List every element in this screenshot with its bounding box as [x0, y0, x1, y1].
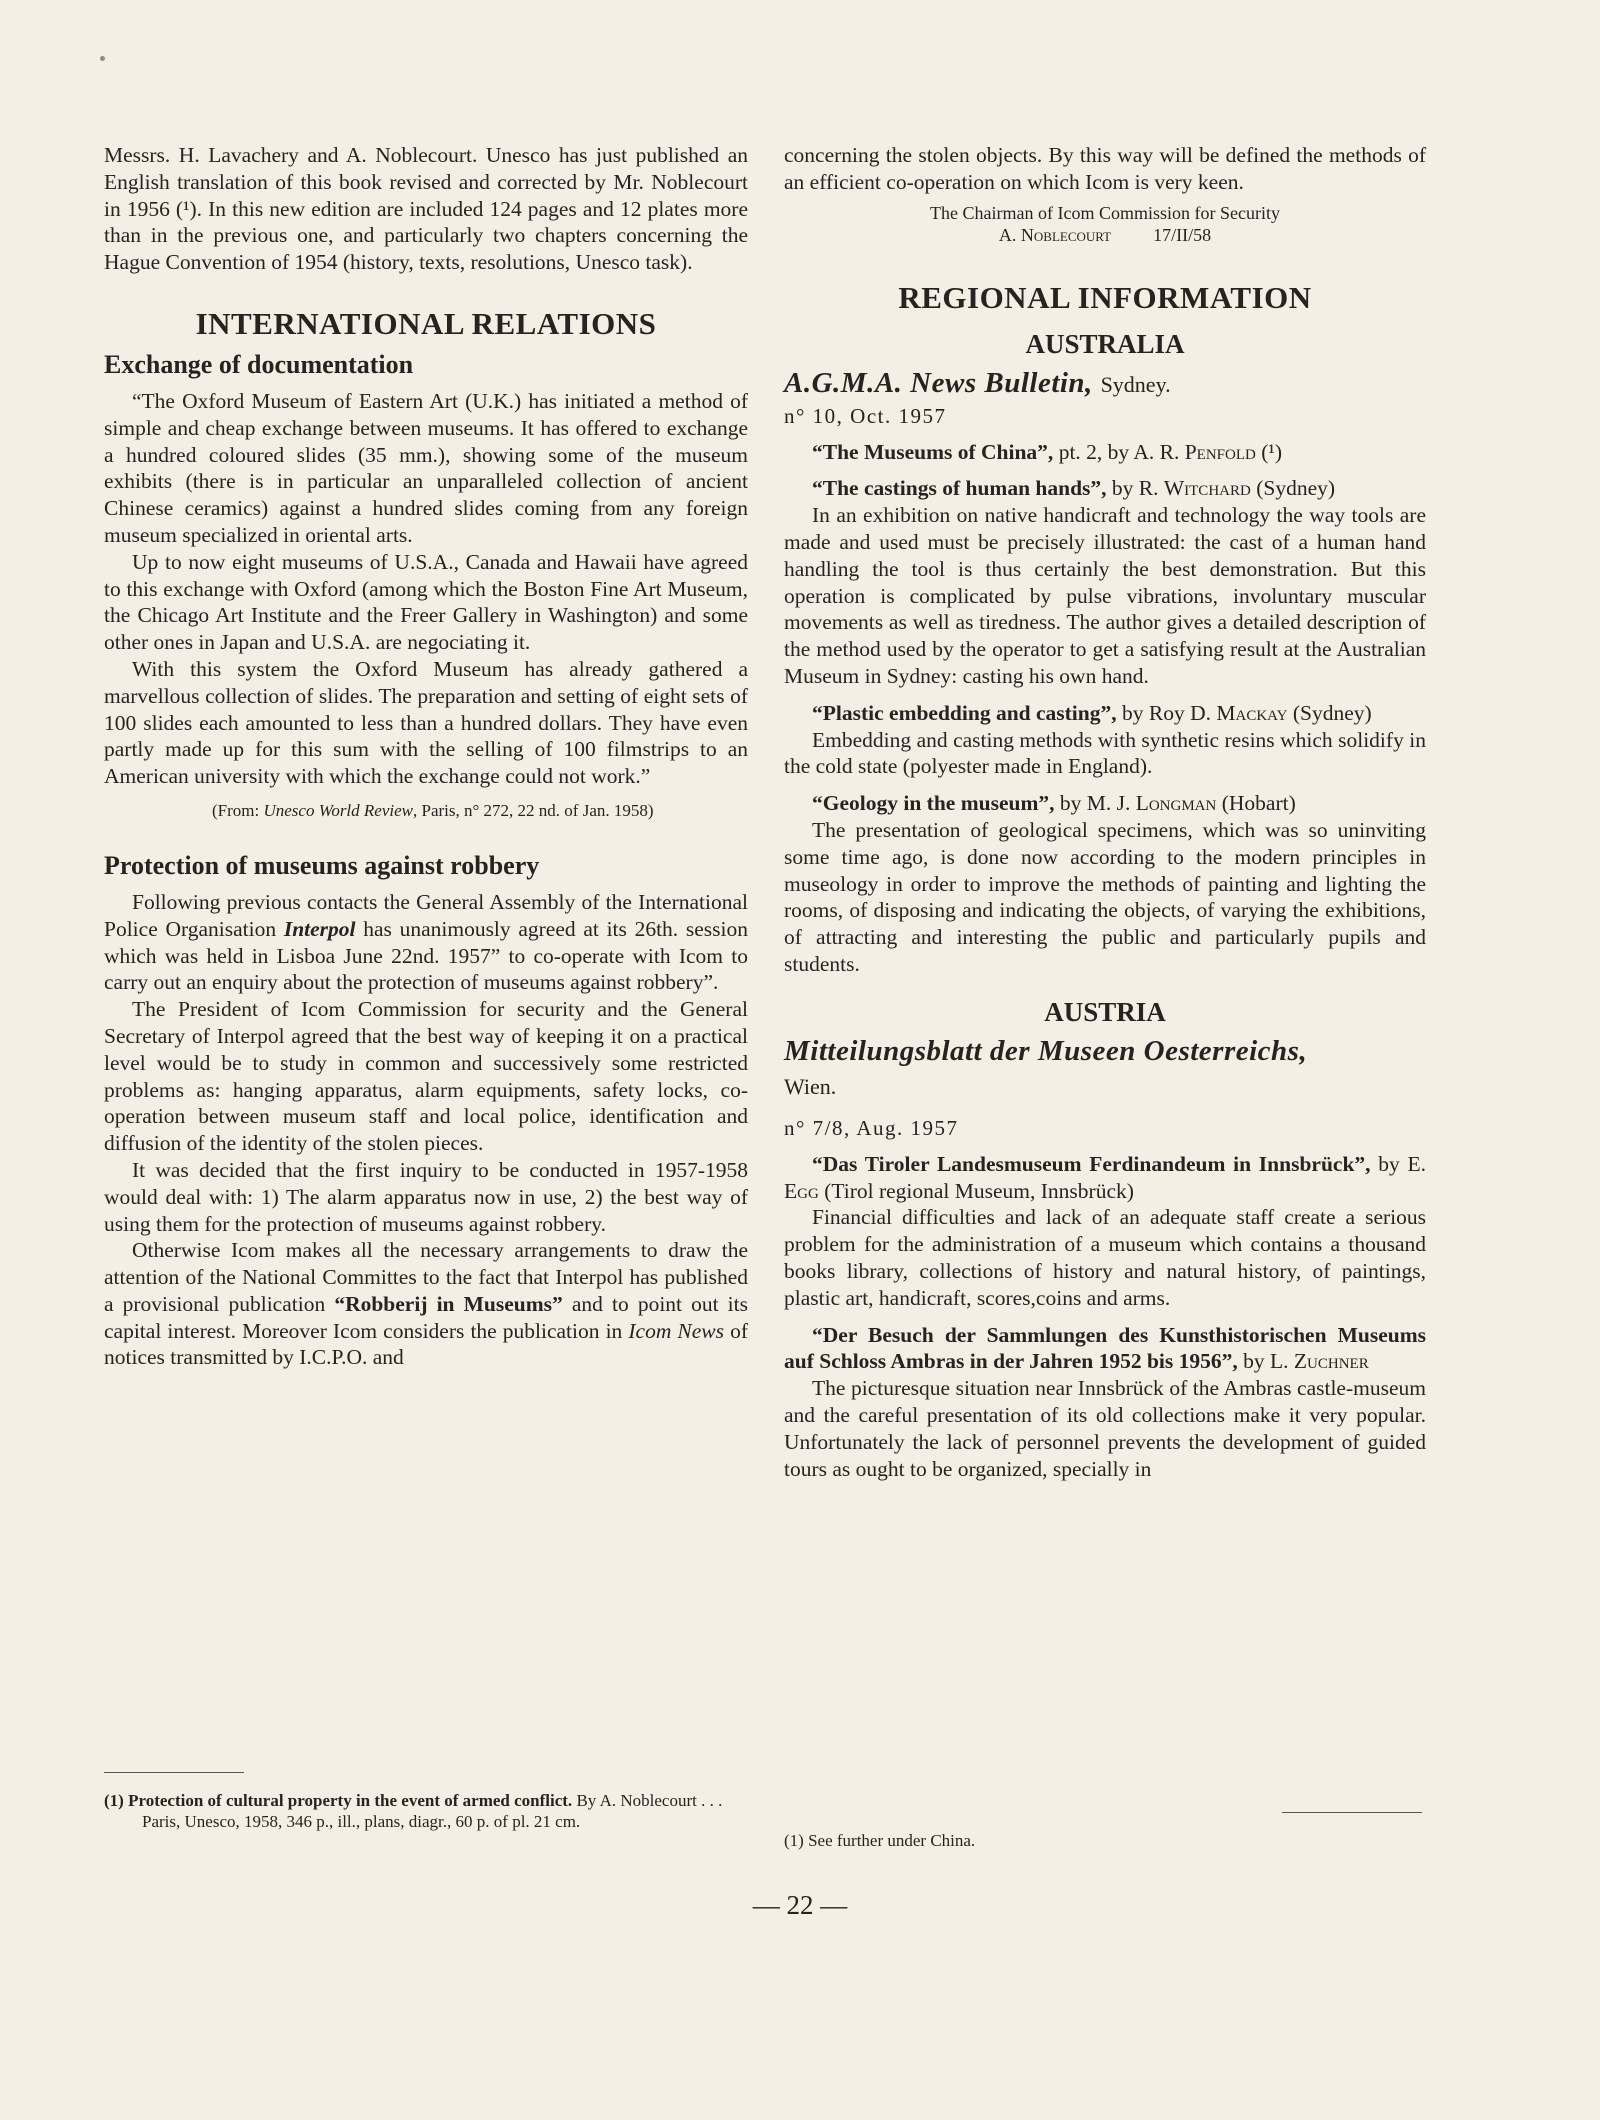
issue-australia: n° 10, Oct. 1957 — [784, 403, 947, 428]
article-byline: pt. 2, by A. R. — [1053, 439, 1185, 464]
article-geology-in-the-museum — [784, 790, 1426, 817]
article-author: Zuchner — [1293, 1349, 1369, 1374]
article-geology-body: The presentation of geological specimens, which was so uninviting some time ago, is done now according to the modern principles in museology in order to improve the methods of painting and lighting the rooms, of disposing and indicating the objects, of varying the exhibitions, of attracting and interesting the public and particularly pupils and students. — [784, 817, 1426, 976]
section-title-regional-information: REGIONAL INFORMATION — [898, 279, 1312, 315]
article-location: (Sydney) — [1287, 700, 1372, 725]
source-prefix: (From: — [212, 800, 264, 820]
article-castings-body: In an exhibition on native handicraft and technology the way tools are made and used must be precisely illustrated: the cast of a human hand handling the tool is thus certainly the best demonstration. But this operation is complicated by pulse vibrations, involuntary muscular movements as well as tiredness. The author gives a detailed description of the method used by the operator to get a satisfying result at the Australian Museum in Sydney: casting his own hand. — [784, 503, 1426, 688]
article-location: (Tirol regional Museum, Innsbrück) — [818, 1178, 1134, 1203]
signature-title: The Chairman of Icom Commission for Security — [930, 202, 1280, 223]
article-author: Penfold — [1184, 439, 1256, 464]
article-author: Witchard — [1163, 476, 1251, 501]
section-title-international-relations: INTERNATIONAL RELATIONS — [195, 305, 657, 341]
heading-protection-against-robbery: Protection of museums against robbery — [104, 850, 540, 880]
footnote-rule-left — [104, 1772, 244, 1773]
robbery-paragraph-2: The President of Icom Commission for security and the General Secretary of Interpol agreed that the best way of keeping it on a practical level would be to study in common and successively some restricted problems as: hanging apparatus, alarm equipments, safety locks, co-operation between museum staff and local police, identification and diffusion of the identity of the stolen pieces. — [104, 997, 748, 1156]
article-byline: by E. — [1370, 1151, 1427, 1176]
article-title: “Geology in the museum”, — [812, 791, 1055, 816]
article-plastic-embedding-body: Embedding and casting methods with synthetic resins which solidify in the cold state (polyester made in England). — [784, 727, 1426, 779]
publication-mitteilungsblatt — [784, 1034, 1426, 1104]
scan-mark — [100, 56, 105, 61]
footnote-rule-right — [1282, 1812, 1422, 1813]
robbery-p4-text-a: Otherwise Icom makes all the necessary arrangements to draw the attention of the National Committes to the fact that Interpol has published a provisional publication — [104, 1238, 748, 1316]
exchange-paragraph-1: “The Oxford Museum of Eastern Art (U.K.) has initiated a method of simple and cheap exchange between museums. It has offered to exchange a hundred coloured slides (35 mm.), showing some of the museum exhibits (there is in particular an unparalleled collection of ancient Chinese ceramics) against a hundred slides coming from any foreign museum specialized in oriental arts. — [104, 388, 748, 547]
robbery-p4-text-b: and to point out its capital interest. Moreover Icom considers the publication in — [104, 1291, 749, 1343]
publication-title: A.G.M.A. News Bulletin, — [784, 366, 1093, 399]
signature-block — [784, 202, 1426, 246]
article-title: “Der Besuch der Sammlungen des Kunsthistorischen Museums auf Schloss Ambras in der Jahren 1952 bis 1956”, — [784, 1322, 1426, 1374]
country-australia: AUSTRALIA — [1025, 328, 1185, 359]
robbery-paragraph-3: It was decided that the first inquiry to be conducted in 1957-1958 would deal with: 1) The alarm apparatus now in use, 2) the best way of using them for the protection of museums against robbery. — [104, 1157, 748, 1236]
publication-title: Mitteilungsblatt der Museen Oesterreichs, — [784, 1034, 1308, 1067]
article-tiroler-landesmuseum — [784, 1151, 1426, 1205]
robbery-p1-text-b: has unanimously agreed at its 26th. session which was held in Lisboa June 22nd. 1957” to co-operate with Icom to carry out an enquiry about the protection of museums against robbery”. — [104, 916, 748, 995]
article-location: (Hobart) — [1216, 791, 1296, 816]
left-column — [104, 142, 748, 1371]
signature-name: A. Noblecourt — [998, 224, 1112, 245]
source-title: Unesco World Review — [263, 800, 413, 820]
footnote-left-details: By A. Noblecourt . . . Paris, Unesco, 1958, 346 p., ill., plans, diagr., 60 p. of pl. 21 cm. — [142, 1791, 723, 1831]
footnote-left-title: (1) Protection of cultural property in the event of armed conflict. — [104, 1791, 573, 1810]
exchange-source — [104, 800, 748, 821]
article-title: “The Museums of China”, — [812, 439, 1054, 464]
intro-paragraph: Messrs. H. Lavachery and A. Noblecourt. Unesco has just published an English translation of this book revised and corrected by Mr. Noblecourt in 1956 (¹). In this new edition are included 124 pages and 12 plates more than in the previous one, and particularly two chapters concerning the Hague Convention of 1954 (history, texts, resolutions, Unesco task). — [104, 143, 748, 275]
footnote-right: (1) See further under China. — [784, 1831, 976, 1850]
heading-exchange-of-documentation: Exchange of documentation — [104, 349, 414, 379]
article-author: Egg — [784, 1178, 819, 1203]
signature-date: 17/II/58 — [1153, 224, 1212, 245]
source-suffix: , Paris, n° 272, 22 nd. of Jan. 1958) — [413, 800, 654, 820]
article-author: Mackay — [1216, 700, 1288, 725]
article-byline: by R. — [1106, 476, 1164, 501]
robbery-paragraph-4 — [104, 1237, 748, 1371]
robbery-p4-icom-news: Icom News — [628, 1318, 725, 1343]
article-byline: by Roy D. — [1116, 700, 1217, 725]
article-tiroler-body: Financial difficulties and lack of an adequate staff create a serious problem for the administration of a museum which contains a thousand books library, collections of history and natural history, of paintings, plastic art, handicraft, scores,coins and arms. — [784, 1205, 1426, 1310]
article-byline: by M. J. — [1054, 791, 1136, 816]
robbery-p4-text-c: of notices transmitted by I.C.P.O. and — [104, 1318, 748, 1370]
continued-paragraph: concerning the stolen objects. By this way will be defined the methods of an efficient co-operation on which Icom is very keen. — [784, 143, 1426, 194]
robbery-p4-publication: “Robberij in Museums” — [334, 1291, 563, 1316]
article-byline: by L. — [1237, 1349, 1294, 1374]
article-museums-of-china — [784, 439, 1426, 466]
country-austria: AUSTRIA — [1044, 996, 1166, 1027]
publication-city: Wien. — [784, 1073, 837, 1099]
exchange-paragraph-2: Up to now eight museums of U.S.A., Canada and Hawaii have agreed to this exchange with Oxford (among which the Boston Fine Art Museum, the Chicago Art Institute and the Freer Gallery in Washington) and some other ones in Japan and U.S.A. are negociating it. — [104, 549, 748, 655]
robbery-p1-text-a: Following previous contacts the General Assembly of the International Police Organisation — [104, 889, 748, 941]
article-schloss-ambras-body: The picturesque situation near Innsbrück of the Ambras castle-museum and the careful presentation of its old collections make it very popular. Unfortunately the lack of personnel prevents the development of guided tours as ought to be organized, specially in — [784, 1376, 1426, 1481]
exchange-paragraph-3: With this system the Oxford Museum has already gathered a marvellous collection of slides. The preparation and setting of eight sets of 100 slides each amounted to less than a hundred dollars. They have even partly made up for this sum with the selling of 100 filmstrips to an American university with which the exchange could not work.” — [104, 656, 748, 789]
page-number: — 22 — — [752, 1890, 848, 1920]
article-author: Longman — [1135, 791, 1217, 816]
article-title: “Das Tiroler Landesmuseum Ferdinandeum in Innsbrück”, — [812, 1151, 1371, 1176]
publication-agma-news-bulletin — [784, 366, 1426, 402]
article-title: “Plastic embedding and casting”, — [812, 700, 1117, 725]
article-title: “The castings of human hands”, — [812, 476, 1107, 501]
publication-city: Sydney. — [1100, 371, 1171, 397]
right-column — [784, 142, 1426, 1482]
footnote-left — [104, 1790, 752, 1832]
footnote-left-text — [104, 1790, 752, 1832]
article-schloss-ambras — [784, 1322, 1426, 1376]
robbery-p1-interpol: Interpol — [283, 916, 356, 941]
signature-line — [784, 224, 1426, 246]
robbery-paragraph-1 — [104, 889, 748, 996]
article-plastic-embedding — [784, 700, 1426, 727]
article-castings-of-human-hands — [784, 475, 1426, 502]
article-location: (Sydney) — [1250, 476, 1336, 501]
issue-austria: n° 7/8, Aug. 1957 — [784, 1115, 959, 1140]
article-note: (¹) — [1255, 439, 1282, 464]
